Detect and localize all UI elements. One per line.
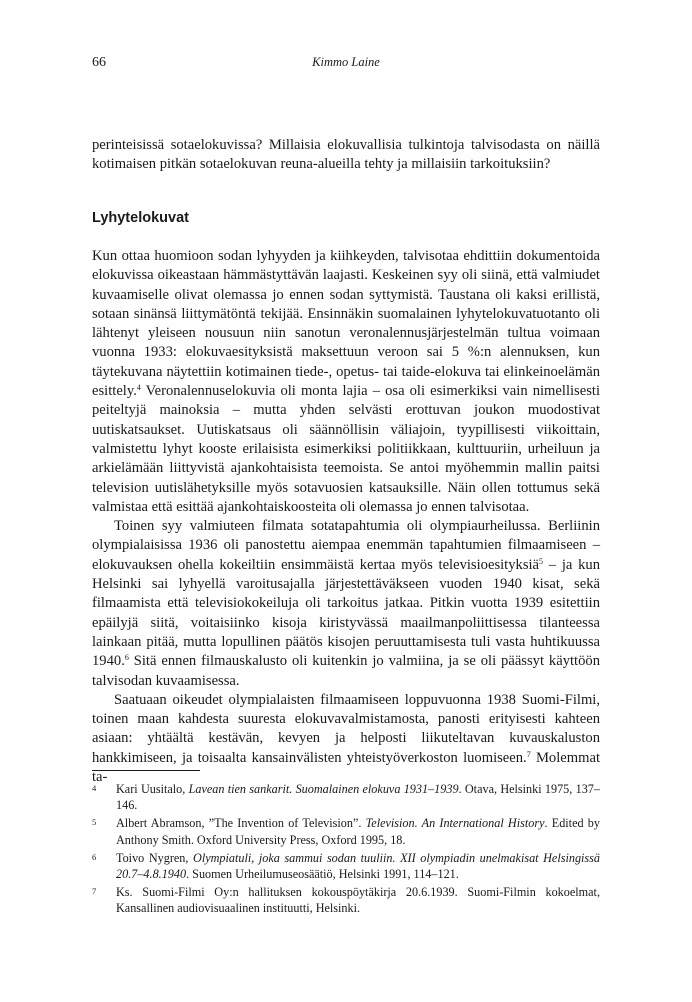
footnote-publication: . Edited by Anthony Smith. Oxford University Press, Oxford 1995, 18. [116,816,600,847]
footnote-divider [92,770,200,771]
footnote-title: Television. An International History [365,816,545,831]
main-text [92,247,600,787]
footnote-author: Albert Abramson, ”The Invention of Television”. [116,816,366,831]
footnote-number: 5 [92,817,97,828]
paragraph-1-part-a: Kun ottaa huomioon sodan lyhyyden ja kiihkeyden, talvisotaa ehdittiin dokumentoida elokuvissa oikeastaan hämmästyttävän laajasti. Keskeinen syy oli siinä, että valmiudet kuvaamiselle olivat olemassa jo ennen sodan syttymistä. Taustana oli kaksi erillistä, sotaan sinänsä liittymätöntä tekijää. Ensinnäkin suomalainen lyhytelokuvatuotanto oli lähtenyt yleiseen nousuun niin sanotun veronalennusjärjestelmän tultua voimaan vuonna 1933: elokuvaesityksistä maksettuun veroon sai 5 %:n alennuksen, kun täytekuvana näytettiin kotimainen tiede-, opetus- tai taide-elokuva tai elinkeinoelämän esittely. [92,248,600,400]
footnote-text [116,850,600,882]
page-header [92,55,600,75]
paragraph-2 [92,517,600,691]
intro-text: perinteisissä sotaelokuvissa? Millaisia elokuvallisia tulkintoja talvisodasta on näillä kotimaisen pitkän sotaelokuvan reuna-alueilla tehty ja millaisiin tarkoituksiin? [92,137,600,173]
footnote-publication: . Suomen Urheilumuseosäätiö, Helsinki 1991, 114–121. [186,867,459,882]
running-head: Kimmo Laine [312,55,380,69]
footnote-number: 6 [92,851,97,862]
paragraph-3-part-b: Molemmat ta- [92,749,600,786]
footnote-text [116,815,600,847]
footnotes [92,781,600,919]
footnote [92,850,600,882]
footnote-publication: . Otava, Helsinki 1975, 137–146. [116,782,600,813]
footnote-source: Ks. Suomi-Filmi Oy:n hallituksen kokouspöytäkirja 20.6.1939. Suomi-Filmin kokoelmat, Kansallinen audiovisuaalinen instituutti, Helsinki. [116,885,600,916]
paragraph-3-part-a: Saatuaan oikeudet olympialaisten filmaamiseen loppuvuonna 1938 Suomi-Filmi, toinen maan kahdesta suuresta elokuvavalmistamosta, panosti erityisesti kahteen asiaan: yhtäältä kestävän, kevyen ja helposti liikuteltavan kuvauskaluston hankkimiseen, ja toisaalta kansainvälisten yhteistyöverkoston luomiseen. [92,691,600,766]
paragraph-2-part-a: Toinen syy valmiuteen filmata sotatapahtumia oli olympiaurheilussa. Berliinin olympialaisissa 1936 oli panostettu aiempaa enemmän tapahtumien filmaamiseen – elokuvauksen ohella kokeiltiin ensimmäistä kertaa myös televisioesityksiä [92,518,600,573]
footnote-ref-7[interactable]: 7 [526,749,531,759]
footnote-title: Lavean tien sankarit. Suomalainen elokuva 1931–1939 [188,782,459,796]
footnote-number: 7 [92,886,97,897]
footnote [92,815,600,847]
footnote-text [116,884,600,916]
footnote-author: Toivo Nygren, [116,850,194,865]
footnote [92,884,600,916]
footnote-text [116,781,600,813]
section-heading: Lyhytelokuvat [92,210,189,226]
paragraph-3 [92,691,600,787]
footnote-ref-4[interactable]: 4 [136,383,141,393]
footnote-ref-6[interactable]: 6 [124,653,129,663]
footnote-title: Olympiatuli, joka sammui sodan tuuliin. XII olympiadin unelmakisat Helsingissä 20.7–4.8.1940 [116,850,601,882]
footnote [92,781,600,813]
intro-paragraph [92,136,600,175]
paragraph-2-part-c: Sitä ennen filmauskalusto oli kuitenkin jo valmiina, ja se oli päässyt käyttöön talvisodan kuvaamisessa. [92,653,600,689]
page-number: 66 [92,55,106,70]
paragraph-1 [92,247,600,517]
footnote-author: Kari Uusitalo, [116,782,189,796]
footnote-ref-5[interactable]: 5 [539,556,544,566]
paragraph-1-part-b: Veronalennuselokuvia oli monta lajia – osa oli esimerkiksi vain nimellisesti peiteltyjä mainoksia – mutta yhden selvästi erottuvan joukon muodostivat uutiskatsaukset. Uutiskatsaus oli säännöllisin väliajoin, tyypillisesti viikoittain, valmistettu lyhyt kooste erilaisista esimerkiksi politiikkaan, kulttuuriin, urheiluun ja arkielämään liittyvistä ajankohtaisista teemoista. Se antoi myöhemmin mallin paitsi television uutislähetyksille myös sotavuosien katsauksille. Näin ollen tottumus sekä valmistaa että esittää ajankohtaiskoosteita oli olemassa jo ennen talvisotaa. [92,383,600,515]
paragraph-2-part-b: – ja kun Helsinki sai lyhyellä varoitusajalla järjestettäväkseen vuoden 1940 kisat, sekä filmaamista että televisiokokeiluja oli tarkoitus jatkaa. Pitkin vuotta 1939 esitettiin epäilyjä siitä, voitaisiinko kisoja kiristyvässä maailmanpoliittisessa tilanteessa lainkaan pitää, mutta lopullinen päätös kisojen peruuttamisesta tuli vasta huhtikuussa 1940. [92,556,600,670]
footnote-number: 4 [92,783,97,793]
